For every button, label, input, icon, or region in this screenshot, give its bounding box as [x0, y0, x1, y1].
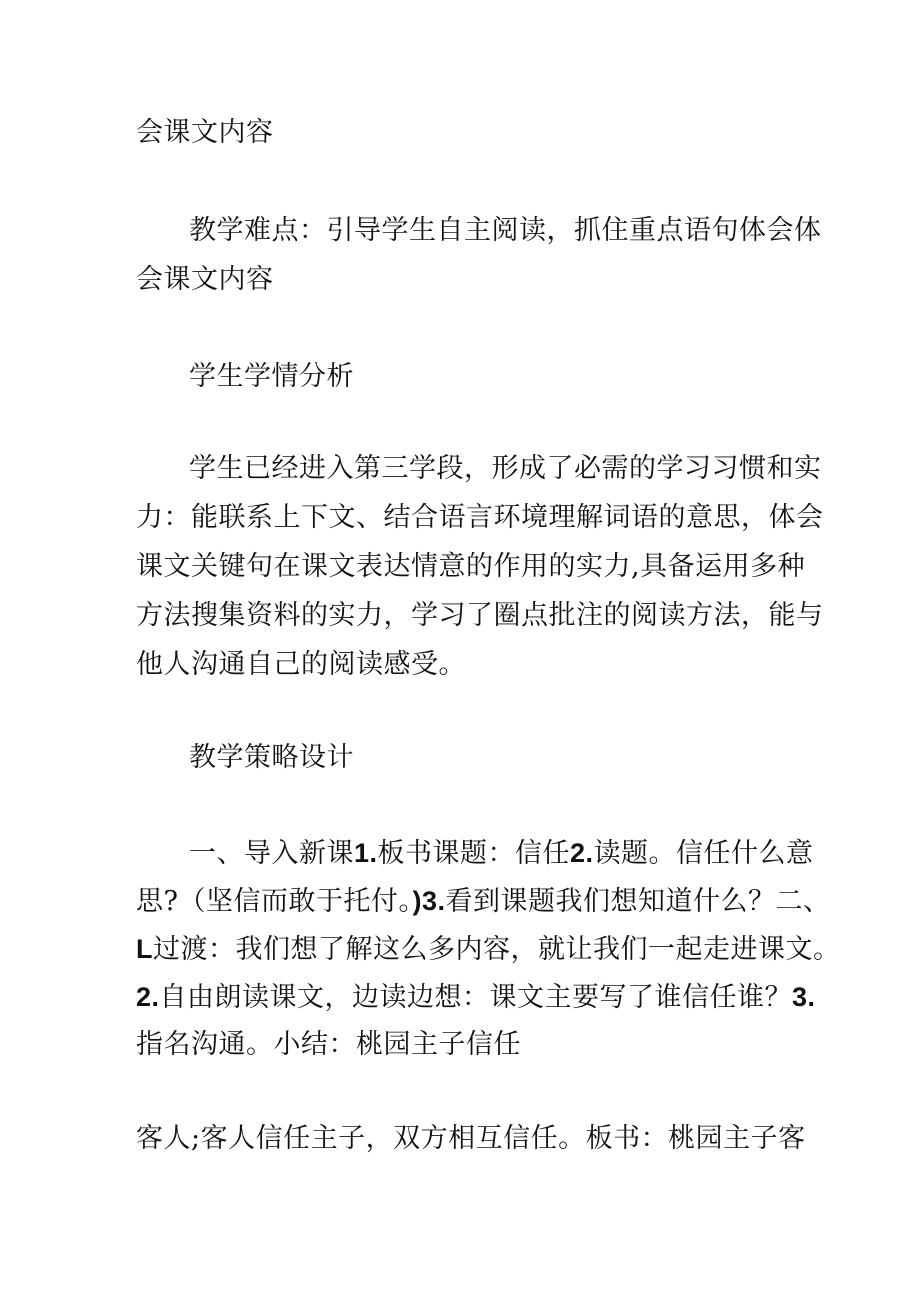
text-run: 读题。信任什么意	[593, 838, 814, 869]
text-line: 会课文内容	[136, 264, 274, 295]
step-number: 2.	[570, 838, 594, 868]
text-line	[189, 838, 814, 869]
text-line: 方法搜集资料的实力，学习了圈点批注的阅读方法，能与	[136, 600, 824, 631]
text-line: 客人;客人信任主子，双方相互信任。板书：桃园主子客	[136, 1123, 806, 1154]
text-line: 会课文内容	[136, 117, 274, 148]
step-number: 3.	[792, 982, 816, 1012]
text-run: 思?（坚信而敢于托付。	[136, 886, 413, 917]
text-run: 看到课题我们想知道什么？二、	[445, 886, 831, 917]
text-line: 他人沟通自己的阅读感受。	[136, 649, 466, 680]
step-number: 2.	[136, 982, 160, 1012]
section-heading-student-analysis: 学生学情分析	[189, 361, 354, 392]
step-number: 1.	[354, 838, 378, 868]
text-line	[136, 982, 816, 1013]
section-heading-strategy: 教学策略设计	[189, 742, 354, 773]
text-line: 课文关键句在课文表达情意的作用的实力,具备运用多种	[136, 551, 806, 582]
text-line: 学生已经进入第三学段，形成了必需的学习习惯和实	[189, 453, 822, 484]
text-run: 一、导入新课	[189, 838, 354, 869]
text-run: 自由朗读课文，边读边想：课文主要写了谁信任谁？	[159, 982, 793, 1013]
text-line	[136, 1030, 521, 1060]
teaching-difficulty-line: 教学难点：引导学生自主阅读，抓住重点语句体会体	[189, 215, 822, 246]
text-line: 力：能联系上下文、结合语言环境理解词语的意思，体会	[136, 502, 824, 533]
step-number: )3.	[412, 886, 446, 916]
text-run: 板书课题：信任	[377, 838, 571, 869]
step-number: L	[136, 934, 153, 964]
text-run: 指名沟通。小结：桃园主子信任	[136, 1029, 521, 1060]
text-run: 过渡：我们想了解这么多内容，就让我们一起走进课文。	[153, 934, 841, 965]
text-line	[136, 934, 841, 965]
text-line	[136, 886, 831, 917]
